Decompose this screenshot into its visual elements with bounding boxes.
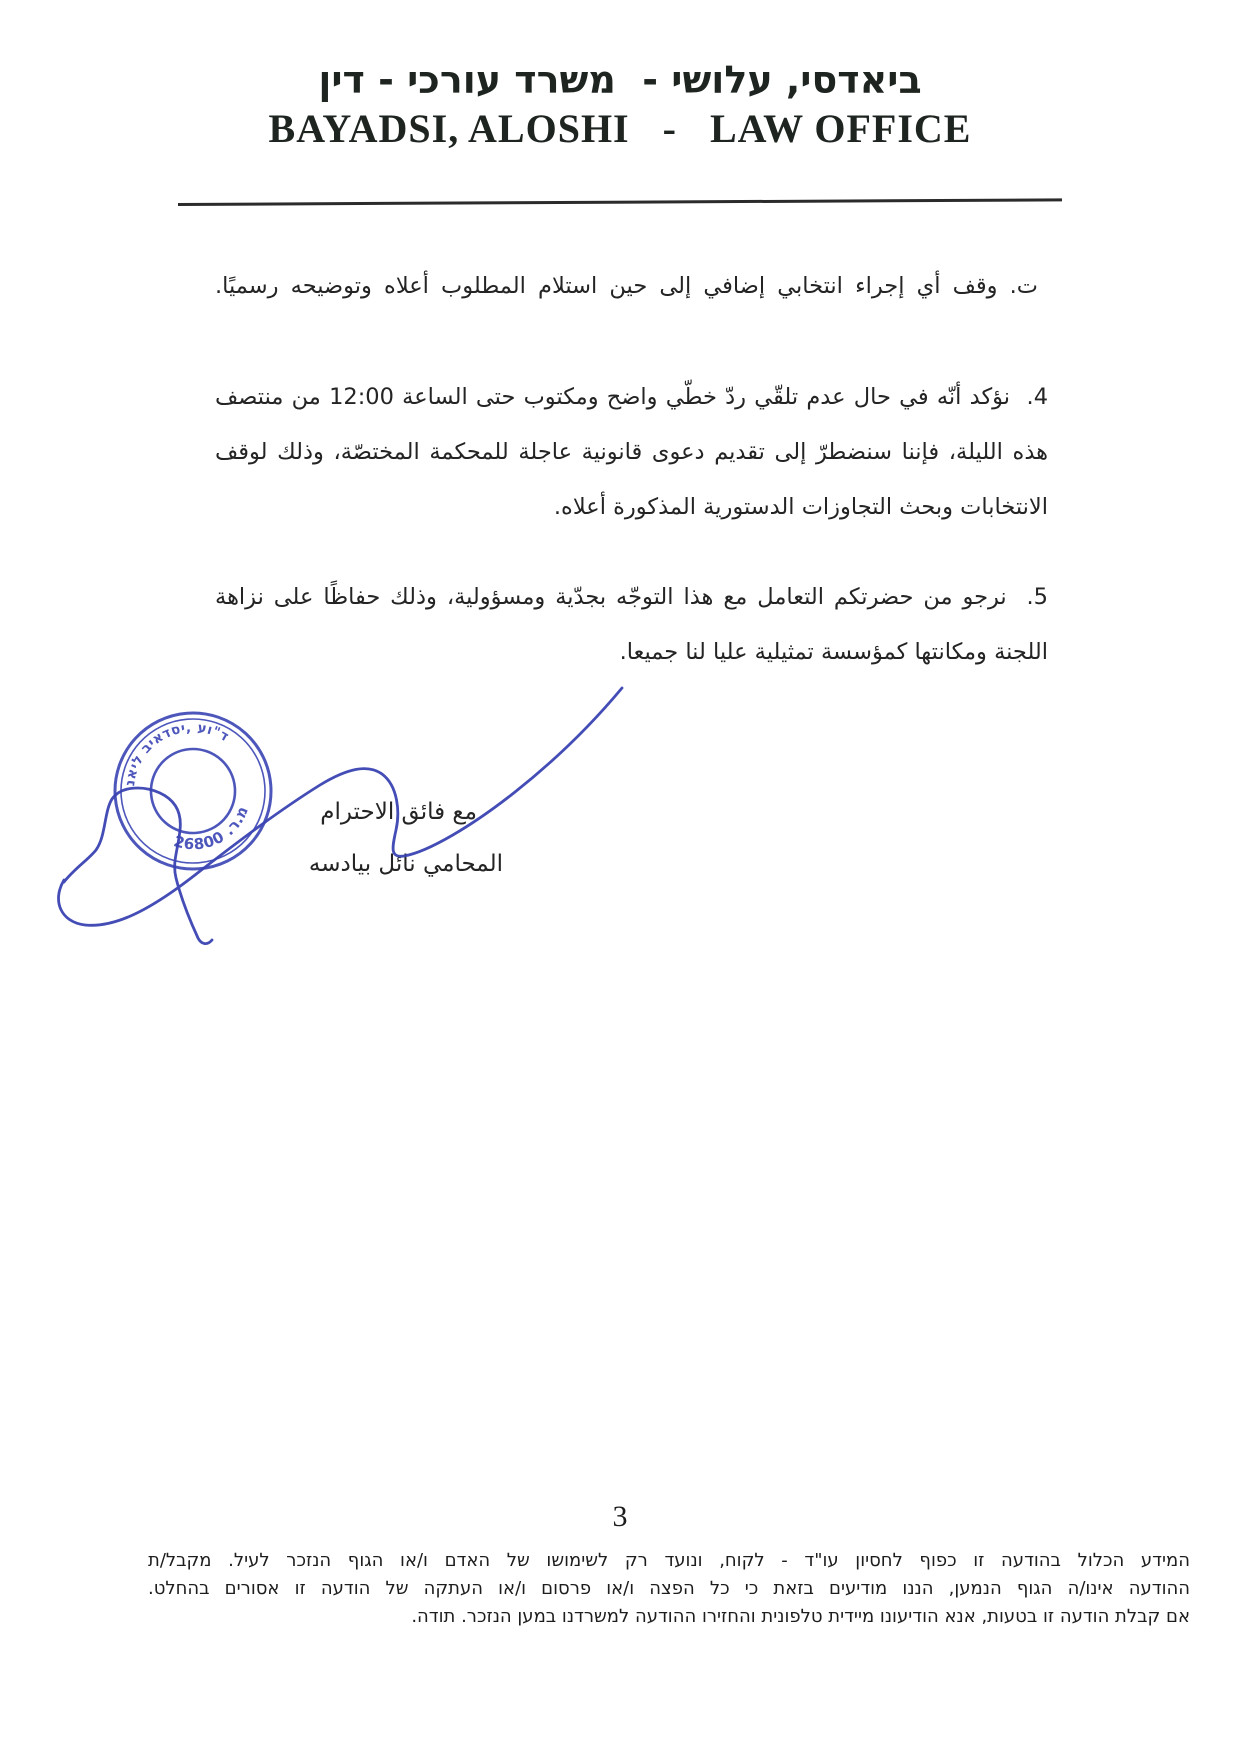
paragraph-line: الانتخابات وبحث التجاوزات الدستورية المذكورة أعلاه. <box>553 494 1048 520</box>
letterhead-english-title: BAYADSI, ALOSHI - LAW OFFICE <box>268 106 972 151</box>
paragraph-item-4 <box>215 370 1048 535</box>
paragraph-line: 5. نرجو من حضرتكم التعامل مع هذا التوجّه بجدّية ومسؤولية، وذلك حفاظًا على نزاهة <box>215 584 1048 610</box>
page-number: 3 <box>612 1500 628 1533</box>
letterhead-rule <box>178 198 1062 206</box>
disclaimer-line: אם קבלת הודעה זו בטעות, אנא הודיעונו מיידית טלפונית והחזירו ההודעה למשרדנו במען הנזכר. תודה. <box>411 1606 1190 1627</box>
paragraph-line: ت. وقف أي إجراء انتخابي إضافي إلى حين استلام المطلوب أعلاه وتوضيحه رسميًا. <box>215 273 1038 299</box>
closing-salutation: مع فائق الاحترام <box>320 799 477 825</box>
paragraph-line: هذه الليلة، فإننا سنضطرّ إلى تقديم دعوى قانونية عاجلة للمحكمة المختصّة، وذلك لوقف <box>215 439 1048 465</box>
signature-stroke-loop-tail <box>64 788 212 944</box>
signature-stroke-main <box>59 688 622 925</box>
paragraph-item-t <box>215 259 1048 314</box>
letterhead-hebrew-title: ביאדסי, עלושי - משרד עורכי - דין <box>318 58 922 102</box>
paragraph-line: اللجنة ومكانتها كمؤسسة تمثيلية عليا لنا جميعا. <box>619 639 1048 665</box>
paragraph-line: 4. نؤكد أنّه في حال عدم تلقّي ردّ خطّي واضح ومكتوب حتى الساعة 12:00 من منتصف <box>215 384 1049 410</box>
handwritten-signature <box>38 652 648 962</box>
disclaimer-line: המידע הכלול בהודעה זו כפוף לחסיון עו"ד - לקוח, ונועד רק לשימושו של האדם ו/או הגוף הנזכר לעיל. מקבל/ת <box>148 1550 1190 1571</box>
stamp-top-text: נאיל ביאדסי, עו"ד <box>122 719 232 788</box>
footer-disclaimer <box>148 1547 1190 1631</box>
disclaimer-line: ההודעה אינו/ה הגוף הנמען, הננו מודיעים בזאת כי כל הפצה ו/או פרסום ו/או העתקה של הודעה זו אסורים בהחלט. <box>148 1578 1190 1599</box>
closing-signatory: المحامي نائل بيادسه <box>308 851 503 877</box>
stamp-bottom-text: מ.ר. 26800 <box>171 803 253 854</box>
